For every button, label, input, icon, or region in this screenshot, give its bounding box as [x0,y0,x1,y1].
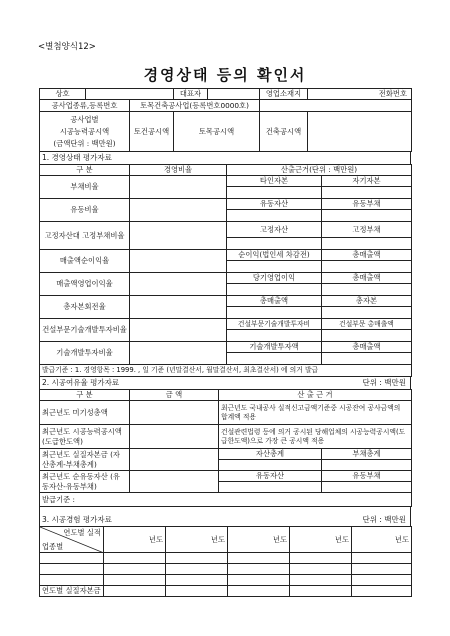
capacity-col-civil: 토목공시액 [174,112,260,152]
s3-cell[interactable] [228,586,290,597]
s1-basis-note: 발급기준 : 1. 경영항목 : 1999. , 일 기준 (년말결산서, 월말결산서, 최초결산서) 에 의거 발급 [40,365,412,377]
s2-row-b: 부채총계 [322,449,412,460]
s3-cell[interactable] [290,575,352,586]
s1-row-item: 건설부문기술개발투자비율 [40,319,130,342]
s1-row-b: 총매출액 [322,250,412,261]
s1-row-b: 총매출액 [322,342,412,353]
s1-row-item: 고정자산대 고정부채비율 [40,222,130,250]
s3-cell[interactable] [104,575,166,586]
section3-title-text: 3. 시공경험 평가자료 [42,515,112,524]
s1-row-b-value[interactable] [322,261,412,273]
company-value[interactable] [86,89,174,100]
section1-table [39,164,412,377]
section2-table [39,389,412,507]
s1-row-b-value[interactable] [322,238,412,250]
s1-row-b: 총자본 [322,296,412,307]
section3-unit: 단위 : 백만원 [362,515,406,524]
s1-row-ratio[interactable] [130,273,227,296]
business-type-value: 토목건축공사업(등록번호0000호) [130,100,260,112]
s3-cell[interactable] [166,553,228,564]
s2-row-basis: 건설관련법령 등에 의거 공시된 당해업체의 시공능력공시액(도급한도액)으로 가장 큰 공시액 적용 [219,425,412,449]
s3-cell[interactable] [352,553,412,564]
s2-row-b-value[interactable] [322,482,412,493]
s3-cell[interactable] [290,586,352,597]
s1-row-a-value[interactable] [227,307,322,319]
s1-row-b: 총매출액 [322,273,412,284]
s2-row-a: 자산총계 [219,449,322,460]
office-value[interactable] [308,89,412,100]
s1-col-item: 구 분 [40,165,130,176]
s1-row-b-value[interactable] [322,330,412,342]
s1-row-ratio[interactable] [130,199,227,222]
s3-cell[interactable] [166,575,228,586]
s3-year-col: 년도 [228,527,290,553]
section2-title [39,377,411,389]
s1-row-ratio[interactable] [130,342,227,365]
s1-row-item: 부채비율 [40,176,130,199]
s2-row-amount[interactable] [130,449,219,471]
page-title: 경영상태 등의 확인서 [143,66,307,84]
s3-cell[interactable] [104,586,166,597]
s1-row-item: 매출액순이익율 [40,250,130,273]
s1-row-a-value[interactable] [227,261,322,273]
s2-row-a-value[interactable] [219,460,322,471]
s2-col-item: 구 분 [40,390,130,401]
s1-col-basis: 산출근거(단위 : 백만원) [227,165,412,176]
capacity-label-line3: (금액단위 : 백만원) [53,139,116,149]
s1-row-a-value[interactable] [227,353,322,365]
s3-cell[interactable] [352,564,412,575]
s1-row-ratio[interactable] [130,319,227,342]
s1-row-ratio[interactable] [130,250,227,273]
header-table [39,88,412,152]
s2-row-b-value[interactable] [322,460,412,471]
s1-row-a: 총매출액 [227,296,322,307]
s2-row-amount[interactable] [130,425,219,449]
business-type-extra[interactable] [260,100,412,112]
office-label: 영업소재지 [260,89,308,100]
s1-row-a: 당기영업이익 [227,273,322,284]
s1-row-item: 기술개발투자비율 [40,342,130,365]
s3-cell[interactable] [40,553,104,564]
s3-cell[interactable] [104,564,166,575]
s3-cell[interactable] [40,564,104,575]
s1-row-a-value[interactable] [227,187,322,199]
capacity-label [40,112,130,152]
s3-cell[interactable] [352,586,412,597]
s3-cell[interactable] [228,564,290,575]
s2-row-item: 최근년도 시공능력공시액(도급한도액) [40,425,130,449]
capacity-label-line1: 공사업별 [70,114,99,124]
s3-year-col: 년도 [352,527,412,553]
section2-unit: 단위 : 백만원 [362,378,406,387]
section2-title-text: 2. 시공여유율 평가자료 [42,378,120,387]
s2-basis-note: 발급기준 : [40,493,412,507]
s1-row-a-value[interactable] [227,210,322,222]
section3-title [39,514,411,526]
s1-row-b-value[interactable] [322,307,412,319]
s3-cell[interactable] [290,564,352,575]
capacity-col-civil-arch [130,112,174,152]
s1-row-a: 유동자산 [227,199,322,210]
s3-cell[interactable] [104,553,166,564]
section-spacer [39,507,411,514]
form-id: <별첨양식12> [38,42,96,52]
s3-cell[interactable] [166,564,228,575]
s1-row-a-value[interactable] [227,330,322,342]
s1-row-a-value[interactable] [227,238,322,250]
s1-row-a: 건설부문기술개발투자비 [227,319,322,330]
s1-row-item: 유동비율 [40,199,130,222]
s2-row-b: 유동부채 [322,471,412,482]
s3-corner-bottom: 업종별 [42,541,64,551]
s3-cell[interactable] [352,575,412,586]
s1-row-ratio[interactable] [130,176,227,199]
s3-cell[interactable] [228,575,290,586]
s1-row-b-value[interactable] [322,284,412,296]
s1-row-ratio[interactable] [130,222,227,250]
s1-row-b: 고정부채 [322,222,412,238]
capacity-label-line2: 시공능력공시액 [59,126,110,136]
s1-col-ratio: 경영비율 [130,165,227,176]
section1-title-text: 1. 경영상태 평가자료 [42,153,112,162]
phone-label: 전화번호 [378,89,407,98]
s2-col-basis: 산 출 근 거 [219,390,412,401]
s3-cell[interactable] [290,553,352,564]
s2-row-a-value[interactable] [219,482,322,493]
s1-row-b: 유동부채 [322,199,412,210]
section3-table [39,526,412,597]
s2-row-amount[interactable] [130,401,219,425]
s1-row-b: 자기자본 [322,176,412,187]
s1-row-a-value[interactable] [227,284,322,296]
s1-row-a: 고정자산 [227,222,322,238]
s1-row-b-value[interactable] [322,353,412,365]
s1-row-a: 기술개발투자액 [227,342,322,353]
capacity-value[interactable] [308,112,412,152]
s1-row-b-value[interactable] [322,210,412,222]
form-sheet [39,88,411,597]
capacity-col-label: 토건공시액 [133,126,170,136]
s1-row-b-value[interactable] [322,187,412,199]
s3-year-col: 년도 [104,527,166,553]
s3-cell[interactable] [40,575,104,586]
s1-row-a: 타인자본 [227,176,322,187]
s3-year-col: 년도 [290,527,352,553]
s1-row-b: 건설부문 총매출액 [322,319,412,330]
s3-corner-top: 연도별 실적 [63,528,101,537]
s2-col-amount: 금 액 [130,390,219,401]
s2-row-item: 최근년도 순유동자산 (유동자산-유동부채) [40,471,130,493]
s3-cell[interactable] [166,586,228,597]
s1-row-item: 총자본회전율 [40,296,130,319]
s3-corner-header [40,527,104,553]
s1-row-ratio[interactable] [130,296,227,319]
s2-row-item: 최근년도 실질자본금 (자산총계-부채총계) [40,449,130,471]
s3-cell[interactable] [228,553,290,564]
s3-bottom-row-label: 연도별 실질자본금 [40,586,104,597]
s2-row-a: 유동자산 [219,471,322,482]
s1-row-item: 매출액영업이익율 [40,273,130,296]
s2-row-basis: 최근년도 국내공사 실적신고금액기준중 시공잔여 공사금액의 합계액 적용 [219,401,412,425]
s1-row-a: 순이익(법인세 차감전) [227,250,322,261]
business-type-label: 공사업종류,등록번호 [40,100,130,112]
s2-row-amount[interactable] [130,471,219,493]
ceo-label: 대표자 [174,89,208,100]
ceo-value[interactable] [208,89,260,100]
capacity-col-arch: 건축공시액 [260,112,308,152]
section1-title [39,152,411,164]
s3-year-col: 년도 [166,527,228,553]
s2-row-item: 최근년도 미기성총액 [40,401,130,425]
company-label: 상호 [40,89,86,100]
